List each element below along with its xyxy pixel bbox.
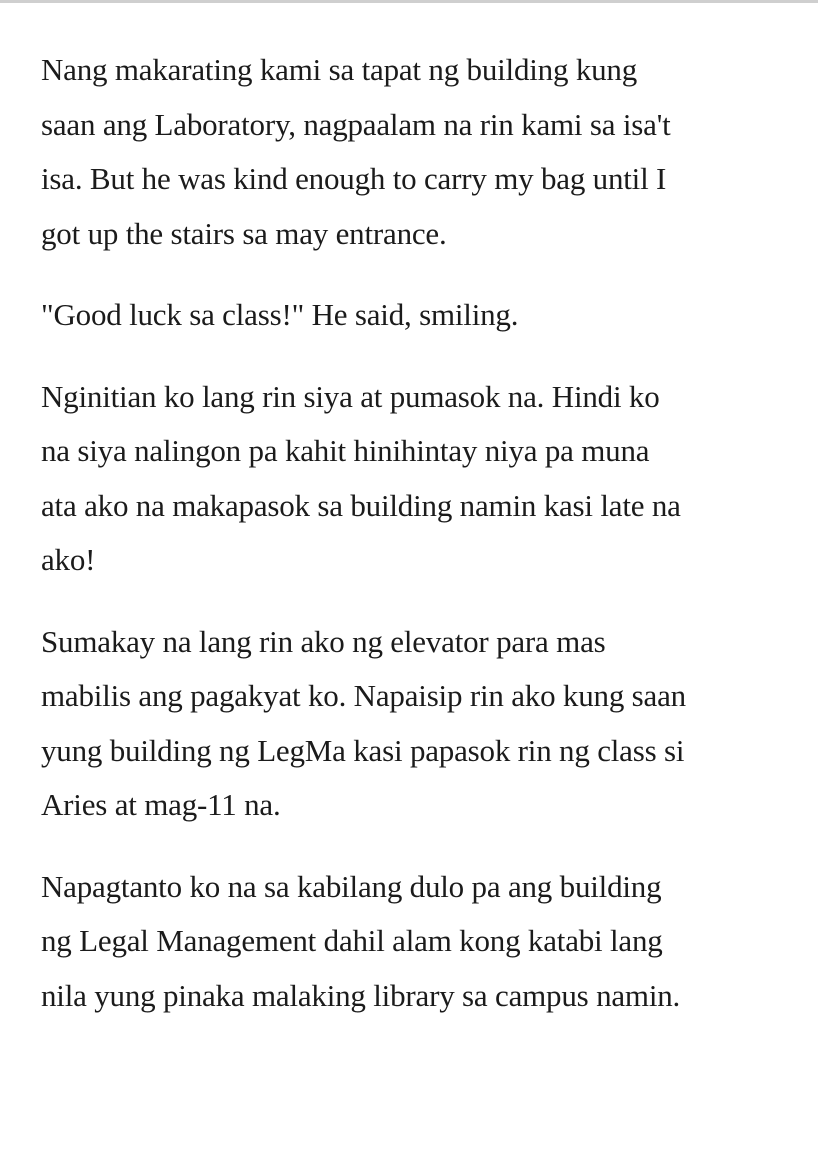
- text-line: ata ako na makapasok sa building namin kasi late na: [41, 487, 681, 523]
- paragraph-1: [41, 43, 811, 261]
- paragraph-4: [41, 615, 811, 833]
- text-line: Sumakay na lang rin ako ng elevator para mas: [41, 623, 606, 659]
- text-line: Nang makarating kami sa tapat ng building kung: [41, 52, 638, 87]
- text-line: na siya nalingon pa kahit hinihintay niya pa muna: [41, 433, 650, 468]
- text-line: Nginitian ko lang rin siya at pumasok na. Hindi ko: [41, 378, 660, 414]
- text-line: yung building ng LegMa kasi papasok rin ng class si: [41, 732, 685, 768]
- text-line: ng Legal Management dahil alam kong katabi lang: [41, 923, 663, 958]
- story-text: [41, 43, 811, 1050]
- top-divider: [0, 0, 818, 3]
- text-line: nila yung pinaka malaking library sa campus namin.: [41, 977, 681, 1013]
- text-line: isa. But he was kind enough to carry my bag until I: [41, 161, 667, 196]
- paragraph-3: [41, 370, 811, 588]
- paragraph-5: [41, 860, 811, 1024]
- text-line: got up the stairs sa may entrance.: [41, 215, 447, 251]
- text-line: saan ang Laboratory, nagpaalam na rin kami sa isa't: [41, 106, 671, 142]
- paragraph-2: [41, 288, 811, 343]
- text-line: mabilis ang pagakyat ko. Napaisip rin ako kung saan: [41, 678, 686, 713]
- text-line: Aries at mag-11 na.: [41, 787, 281, 822]
- text-line: ako!: [41, 542, 96, 577]
- text-line: "Good luck sa class!" He said, smiling.: [41, 297, 519, 332]
- text-line: Napagtanto ko na sa kabilang dulo pa ang building: [41, 868, 662, 904]
